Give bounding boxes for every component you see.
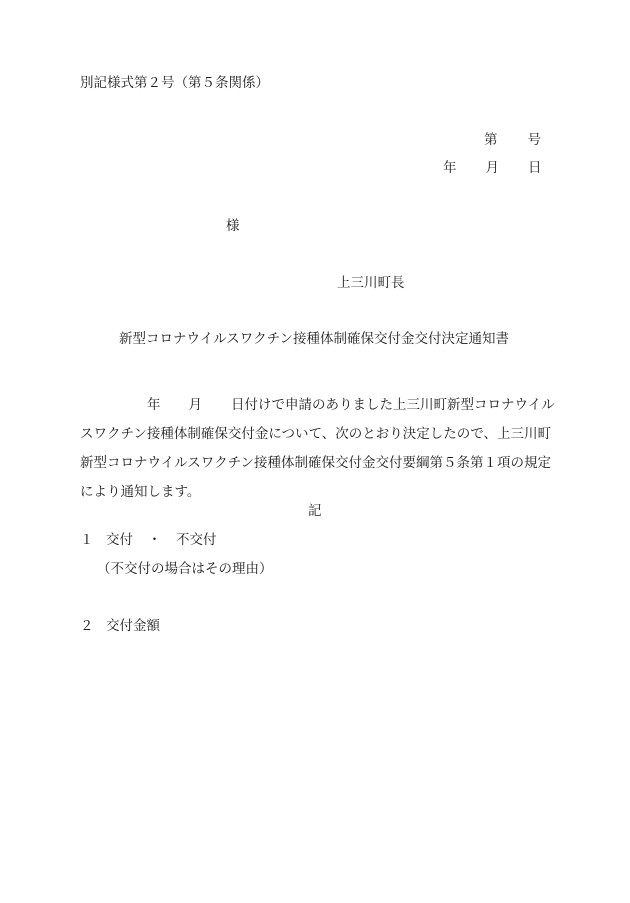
item-1-note: （不交付の場合はその理由） <box>97 561 273 577</box>
document-date <box>443 162 542 176</box>
body-line-4: により通知します。 <box>80 484 201 500</box>
recipient-suffix: 様 <box>226 218 240 234</box>
sender-name: 上三川町長 <box>337 275 405 291</box>
document-number-go: 号 <box>527 132 541 148</box>
body-line-3: 新型コロナウイルスワクチン接種体制確保交付金交付要綱第５条第１項の規定 <box>80 455 552 471</box>
item-2-label: 交付金額 <box>106 618 160 634</box>
document-date-day: 日 <box>528 160 542 176</box>
item-grant-amount <box>80 620 160 634</box>
body-line-1-text: 日付けで申請のありました上三川町新型コロナウイル <box>231 397 555 413</box>
item-1-number: １ <box>80 532 94 548</box>
body-month: 月 <box>188 397 202 413</box>
body-line-1 <box>80 391 555 420</box>
item-grant-decision <box>80 534 217 548</box>
document-title: 新型コロナウイルスワクチン接種体制確保交付金交付決定通知書 <box>119 331 510 347</box>
document-number-dai: 第 <box>484 132 498 148</box>
item-1-separator: ・ <box>147 532 162 548</box>
body-line-2: スワクチン接種体制確保交付金について、次のとおり決定したので、上三川町 <box>80 426 552 442</box>
body-year: 年 <box>147 397 161 413</box>
body-paragraph <box>80 391 555 507</box>
item-1-label: 交付 <box>106 532 133 548</box>
document-number <box>484 134 541 148</box>
document-date-year: 年 <box>443 160 457 176</box>
form-label: 別記様式第２号（第５条関係） <box>80 75 269 91</box>
item-2-number: ２ <box>80 618 94 634</box>
item-1-label-alt: 不交付 <box>176 532 217 548</box>
ki-heading: 記 <box>308 503 322 519</box>
document-date-month: 月 <box>485 160 499 176</box>
